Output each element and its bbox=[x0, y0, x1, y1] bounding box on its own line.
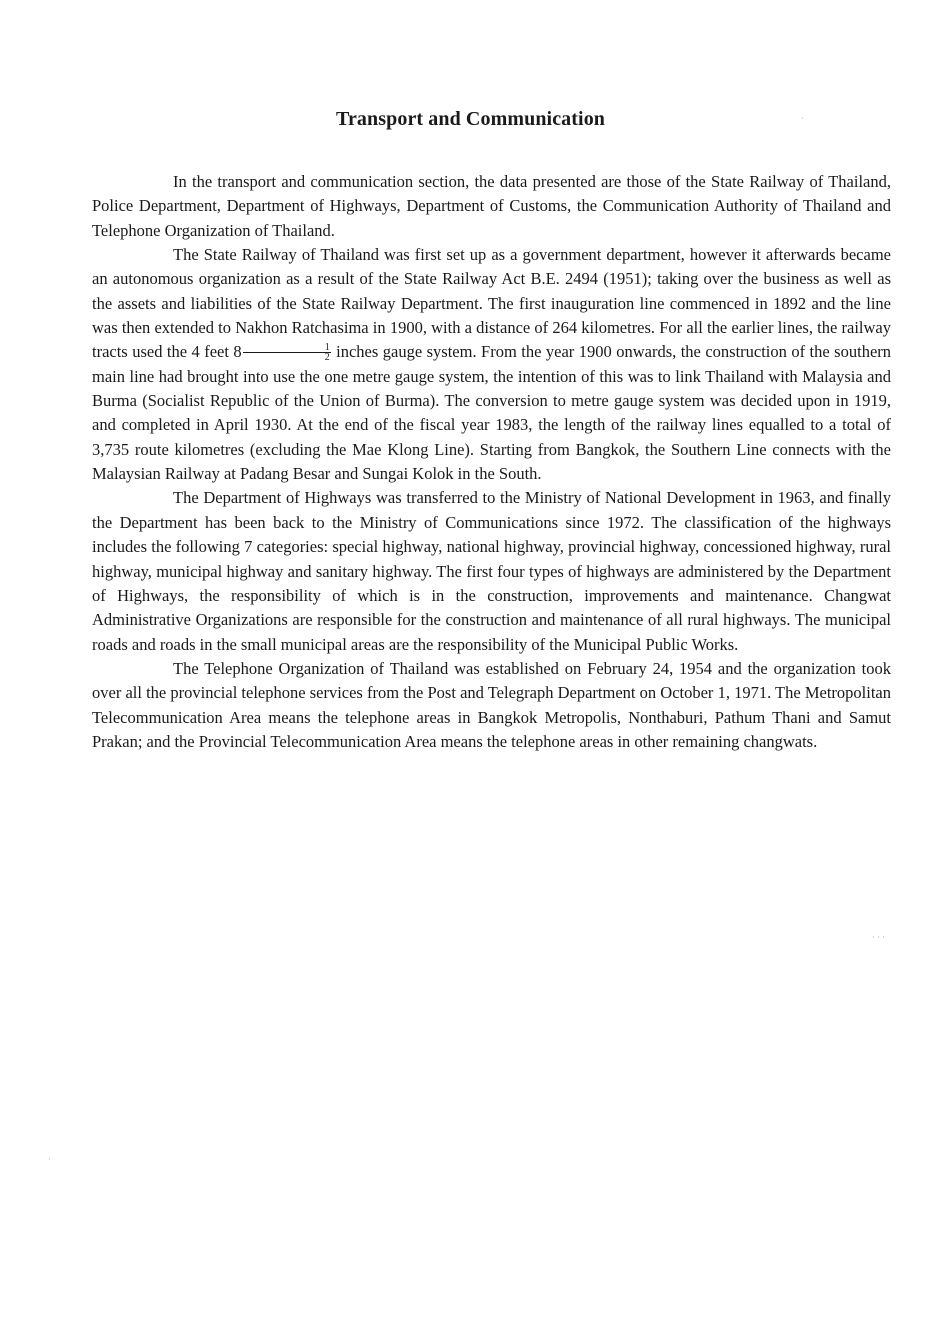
fraction-numerator: 1 bbox=[243, 343, 331, 353]
scan-speck: · bbox=[48, 1155, 51, 1164]
scan-speck: · bbox=[801, 114, 804, 123]
paragraph-telephone: The Telephone Organization of Thailand was established on February 24, 1954 and the organization took over all the provincial telephone services from the Post and Telegraph Department on October 1, 1971. The Metropolitan Telecommunication Area means the telephone areas in Bangkok Metropolis, Nonthaburi, Pathum Thani and Samut Prakan; and the Provincial Telecommunication Area means the telephone areas in other remaining changwats. bbox=[92, 658, 891, 751]
paragraph-highways: The Department of Highways was transferred to the Ministry of National Development in 1963, and finally the Department has been back to the Ministry of Communications since 1972. The classification of the highways includes the following 7 categories: special highway, national highway, provincial highway, concessioned highway, rural highway, municipal highway and sanitary highway. The first four types of highways are administered by the Department of Highways, the responsibility of which is in the construction, improvements and maintenance. Changwat Administrative Organizations are responsible for the construction and maintenance of all rural highways. The municipal roads and roads in the small municipal areas are the responsibility of the Municipal Public Works. bbox=[92, 488, 891, 654]
fraction-half bbox=[243, 343, 331, 362]
fraction-denominator: 2 bbox=[324, 351, 330, 363]
paragraph-railway bbox=[92, 243, 891, 486]
page-title: Transport and Communication bbox=[335, 108, 606, 130]
scan-speck: · · · bbox=[872, 933, 885, 942]
railway-text-after: inches gauge system. From the year 1900 onwards, the construction of the southern main line had brought into use the one metre gauge system, the intention of this was to link Thailand with Malaysia and Burma (Socialist Republic of the Union of Burma). The conversion to metre gauge system was decided upon in 1919, and completed in April 1930. At the end of the fiscal year 1983, the length of the railway lines equalled to a total of 3,735 route kilometres (excluding the Mae Klong Line). Starting from Bangkok, the Southern Line connects with the Malaysian Railway at Padang Besar and Sungai Kolok in the South. bbox=[92, 342, 892, 484]
body-text bbox=[92, 170, 891, 754]
paragraph-intro: In the transport and communication section, the data presented are those of the State Railway of Thailand, Police Department, Department of Highways, Department of Customs, the Communication Authority of Thailand and Telephone Organization of Thailand. bbox=[92, 172, 891, 240]
railway-text-before: The State Railway of Thailand was first set up as a government department, however it afterwards became an autonomous organization as a result of the State Railway Act B.E. 2494 (1951); taking over the business as well as the assets and liabilities of the State Railway Department. The first inauguration line commenced in 1892 and the line was then extended to Nakhon Ratchasima in 1900, with a distance of 264 kilometres. For all the earlier lines, the railway tracts used the 4 feet 8 bbox=[92, 245, 891, 362]
